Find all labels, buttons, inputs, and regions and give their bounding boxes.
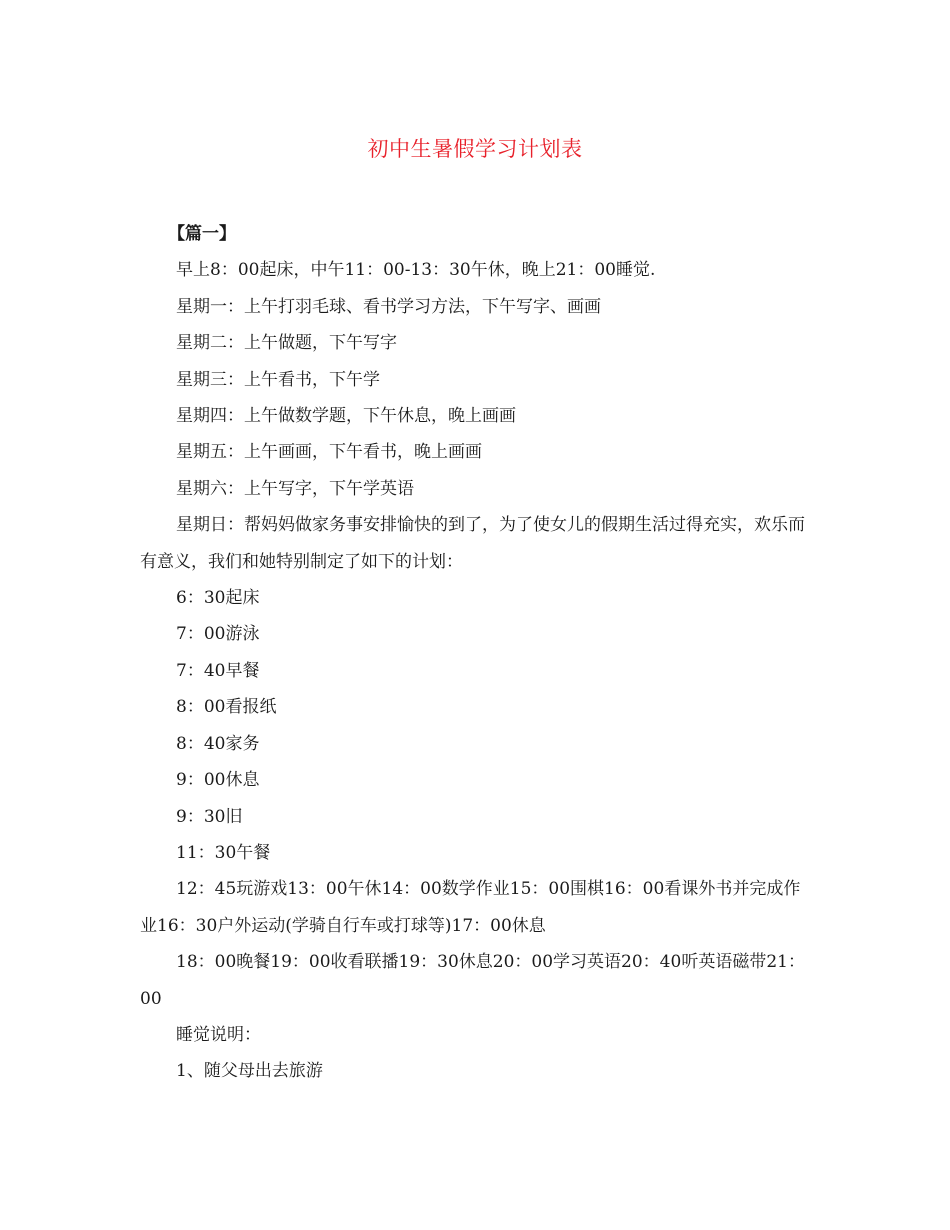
schedule-item: 8：40家务 — [176, 733, 260, 754]
schedule-evening: 18：00晚餐19：00收看联播19：30休息20：00学习英语20：40听英语磁带21：00 — [140, 952, 805, 1009]
document-body — [140, 216, 810, 1090]
document-title: 初中生暑假学习计划表 — [367, 137, 583, 161]
schedule-item: 9：30旧 — [176, 806, 243, 827]
paragraph-wednesday: 星期三：上午看书，下午学 — [176, 369, 380, 390]
paragraph-sunday: 星期日：帮妈妈做家务事安排愉快的到了，为了使女儿的假期生活过得充实，欢乐而有意义，我们和她特别制定了如下的计划： — [140, 515, 805, 572]
schedule-item: 7：40早餐 — [176, 660, 260, 681]
schedule-item: 8：00看报纸 — [176, 697, 277, 718]
paragraph-saturday: 星期六：上午写字，下午学英语 — [176, 478, 414, 499]
paragraph-wake-sleep-times: 早上8：00起床，中午11：00-13：30午休，晚上21：00睡觉. — [176, 260, 656, 281]
schedule-item: 9：00休息 — [176, 770, 260, 791]
paragraph-friday: 星期五：上午画画，下午看书，晚上画画 — [176, 442, 482, 463]
schedule-afternoon: 12：45玩游戏13：00午休14：00数学作业15：00围棋16：00看课外书并完成作业16：30户外运动(学骑自行车或打球等)17：00休息 — [140, 879, 801, 936]
paragraph-tuesday: 星期二：上午做题，下午写字 — [176, 333, 397, 354]
paragraph-thursday: 星期四：上午做数学题，下午休息，晚上画画 — [176, 406, 516, 427]
paragraph-notes-heading: 睡觉说明： — [176, 1024, 261, 1045]
section-heading: 【篇一】 — [168, 224, 236, 244]
paragraph-note-item: 1、随父母出去旅游 — [176, 1061, 323, 1082]
paragraph-monday: 星期一：上午打羽毛球、看书学习方法，下午写字、画画 — [176, 296, 601, 317]
schedule-item: 7：00游泳 — [176, 624, 260, 645]
schedule-item: 6：30起床 — [176, 588, 260, 609]
schedule-item: 11：30午餐 — [176, 842, 271, 863]
